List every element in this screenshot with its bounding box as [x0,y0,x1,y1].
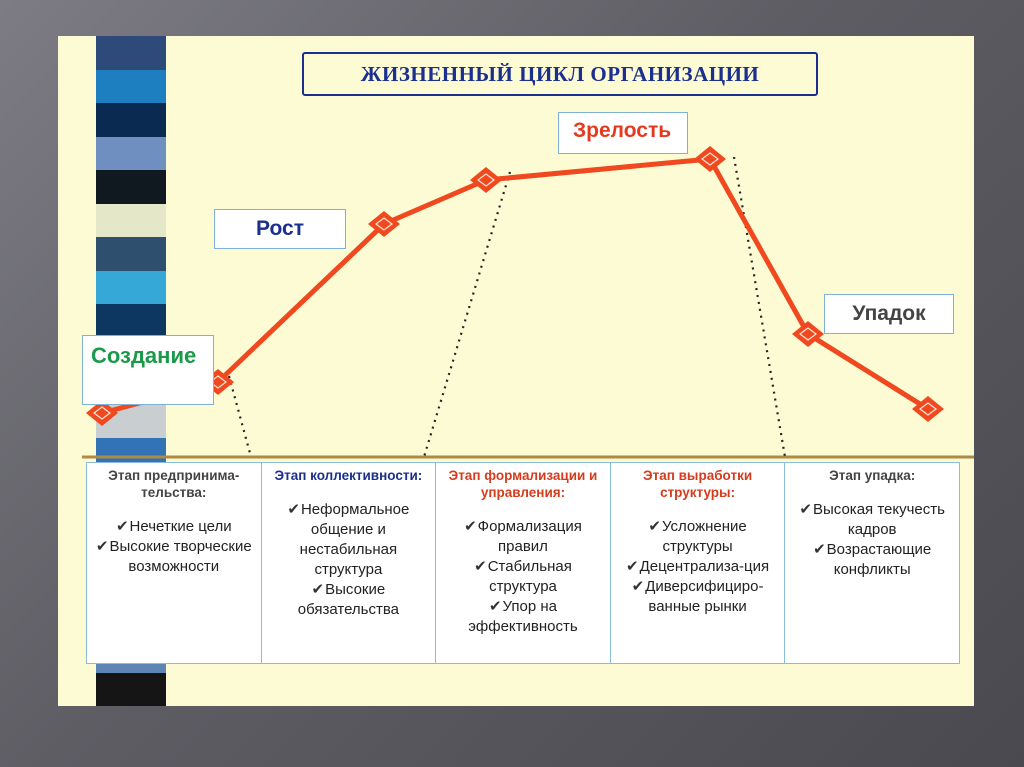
checkmark-icon: ✔ [799,501,812,518]
stage-item [615,517,781,557]
label-maturity: Зрелость [558,112,688,154]
stage-item [440,517,606,557]
checkmark-icon: ✔ [464,518,477,535]
checkmark-icon: ✔ [474,558,487,575]
stage-item [615,577,781,617]
checkmark-icon: ✔ [115,518,129,535]
stage-title: Этап коллективности: [274,468,423,483]
stage-item-text: Высокие творческие возможности [109,538,252,575]
stage-item-text: Неформальное общение и нестабильная структура [299,501,410,578]
stage-item-text: Высокие обязательства [297,581,400,618]
stage-item [440,597,606,637]
stage-item [789,500,955,540]
stage-item-text: Формализация правил [477,518,582,555]
stages-row [87,463,960,664]
label-growth: Рост [214,209,346,249]
checkmark-icon: ✔ [311,581,325,598]
stage-item-text: Усложнение структуры [661,518,747,555]
stage-item-text: Упор на эффективность [468,598,578,635]
divider-2 [424,172,510,457]
stage-item [615,557,781,577]
checkmark-icon: ✔ [626,558,639,575]
stage-item-text: Возрастающие конфликты [826,541,932,578]
divider-1 [229,376,251,457]
lifecycle-curve [102,159,928,413]
stage-item [440,557,606,597]
curve-marker [470,167,502,193]
stage-items [789,500,955,580]
checkmark-icon: ✔ [287,501,300,518]
slide [58,36,974,706]
stages-table [86,462,960,664]
checkmark-icon: ✔ [488,598,502,615]
stage-item [789,540,955,580]
stage-item-text: Стабильная структура [487,558,572,595]
stage-items [615,517,781,617]
label-creation: Создание [82,335,214,405]
stage-cell [261,463,436,664]
checkmark-icon: ✔ [95,538,109,555]
stage-item-text: Децентрализа-ция [639,558,770,575]
stage-item [91,537,257,577]
stage-title: Этап выработки структуры: [643,468,753,500]
stage-cell [436,463,611,664]
stage-items [91,517,257,577]
checkmark-icon: ✔ [813,541,826,558]
stage-items [440,517,606,637]
checkmark-icon: ✔ [631,578,645,595]
stage-item [91,517,257,537]
stage-item-text: Диверсифициро-ванные рынки [645,578,764,615]
stage-items [266,500,432,620]
title: ЖИЗНЕННЫЙ ЦИКЛ ОРГАНИЗАЦИИ [302,52,818,96]
stage-cell [785,463,960,664]
stage-item [266,500,432,580]
divider-3 [734,157,785,457]
stage-cell [87,463,262,664]
curve-marker [694,146,726,172]
stage-cell [610,463,785,664]
stage-title: Этап упадка: [829,468,916,483]
stage-title: Этап формализации и управления: [448,468,598,500]
stage-item-text: Высокая текучесть кадров [813,501,945,538]
stage-item-text: Нечеткие цели [129,518,232,535]
stage-item [266,580,432,620]
stage-title: Этап предпринима-тельства: [108,468,240,500]
label-decline: Упадок [824,294,954,334]
checkmark-icon: ✔ [648,518,661,535]
